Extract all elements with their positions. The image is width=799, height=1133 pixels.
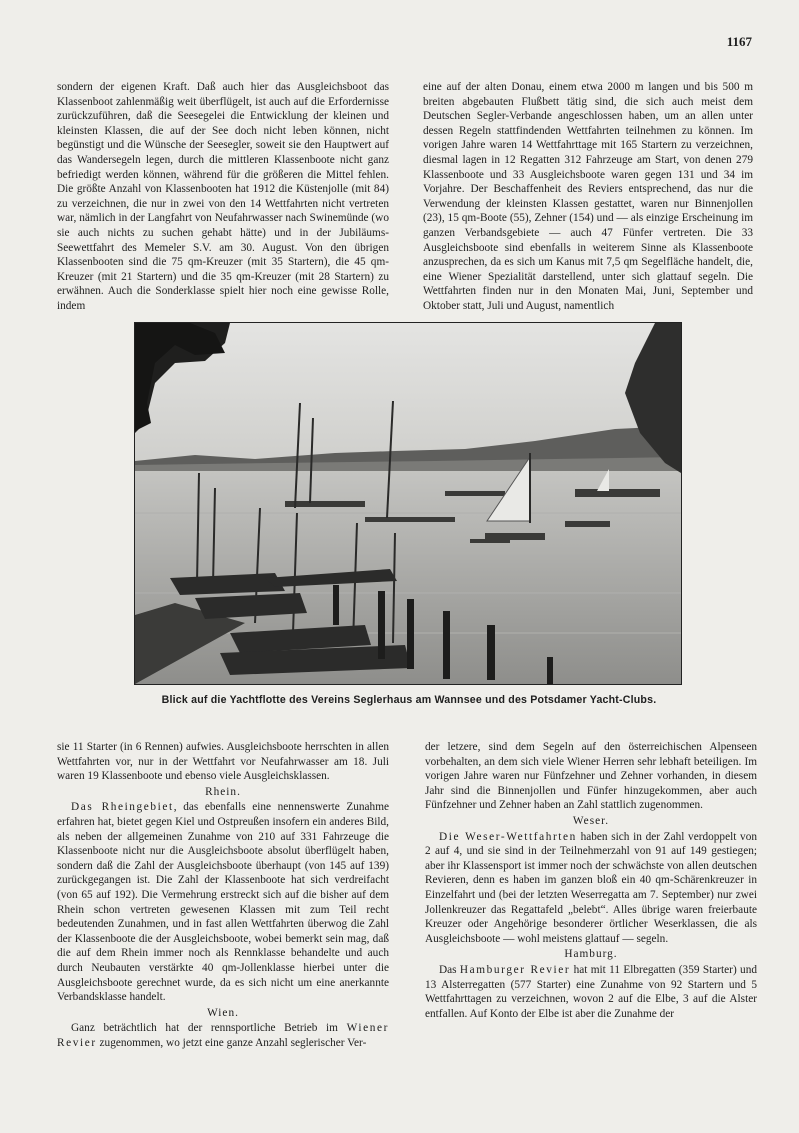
- paragraph: der letzere, sind dem Segeln auf den österreichischen Alpenseen vorbehalten, an dem sich viele Wiener Herren sehr lebhaft beteiligen. Im vorigen Jahre waren nur Fünfzehner und Zehner vorhanden, in diesem Jahr sind die Binnenjollen und Fünfer hinzugekommen, aber auch Fünfzehner und Zehner haben an Zahl stattlich zugenommen.: [425, 741, 757, 812]
- section-heading-rhein: Rhein.: [205, 785, 241, 798]
- text-column-top-right: [423, 80, 753, 314]
- lead-term: Hamburger Revier: [459, 963, 571, 976]
- paragraph: Das Hamburger Revier hat mit 11 Elbregatten (359 Starter) und 13 Alsterregatten (577 Starter) eine Zunahme von 92 Startern und 5 Wettfahrttagen zu verzeichnen, wovon 2 auf die Elbe, 3 auf die Alster entfallen. Auf Konto der Elbe ist aber die Zunahme der: [425, 963, 757, 1020]
- photo-caption: Blick auf die Yachtflotte des Vereins Seglerhaus am Wannsee und des Potsdamer Yacht-Clubs.: [161, 694, 657, 706]
- text-column-bottom-left: [57, 740, 389, 1050]
- lead-term: Das Rheingebiet: [71, 801, 174, 814]
- section-heading-wien: Wien.: [207, 1006, 239, 1019]
- text-column-top-left: [57, 80, 389, 314]
- text-column-bottom-right: [425, 740, 757, 1021]
- paragraph: Ganz beträchtlich hat der rennsportliche Betrieb im Wiener Revier zugenommen, wo jetzt eine ganze Anzahl seglerischer Ver-: [57, 1022, 389, 1049]
- yacht-fleet-photo: [134, 322, 682, 685]
- section-heading-hamburg: Hamburg.: [564, 948, 618, 961]
- paragraph: sondern der eigenen Kraft. Daß auch hier das Ausgleichsboot das Klassenboot zahlenmäßig weit überflügelt, ist auch auf die Erfordernisse zurückzuführen, daß die Seesegelei die Entwicklung der kleinen und kleinsten Klassen, die auf der See doch nicht leben können, nicht begünstigt und die Wünsche der Seesegler, soweit sie den Hauptwert auf das Wandersegeln legen, durch die mittleren Klassenboote nicht ganz befriedigt werden können, während für die größeren die Mittel fehlen. Die größte Anzahl von Klassenbooten hat 1912 die Küstenjolle (mit 84) zu verzeichnen, die nur in zwei von den 14 Wettfahrten nicht vertreten war, nämlich in der Langfahrt von Neufahrwasser nach Swinemünde (wo sie auch nichts zu suchen gehabt hätte) und in der Jubiläums-Seewettfahrt des Memeler S.V. am 30. August. Von den übrigen Klassenbooten sind die 75 qm-Kreuzer (mit 35 Startern), die 45 qm-Kreuzer (mit 21 Startern) und die 35 qm-Kreuzer (mit 28 Startern) zu erwähnen. Auch die Sonderklasse spielt hier noch eine gewisse Rolle, indem: [57, 81, 389, 312]
- paragraph: sie 11 Starter (in 6 Rennen) aufwies. Ausgleichsboote herrschten in allen Wettfahrten vor, nur in der Wettfahrt vor Neufahrwasser am 18. Juli waren 19 Klassenboote und ebenso viele Ausgleichsklassen.: [57, 741, 389, 783]
- section-heading-weser: Weser.: [572, 814, 610, 827]
- paragraph: Die Weser-Wettfahrten haben sich in der Zahl verdoppelt von 2 auf 4, und sie sind in der Teilnehmerzahl von 91 auf 149 gestiegen; aber ihr Klassensport ist immer noch der schwächste von allen deutschen Revieren, denn es haben im ganzen bloß ein 40 qm-Schärenkreuzer in Einzelfahrt und (bei der letzten Weserregatta am 7. September) nur zwei Jollenkreuzer das Regattafeld „belebt“. Alles übrige waren freierbaute Kreuzer oder Angehörige besonderer örtlicher Weserklassen, die als Ausgleichsboote — wohl meistens glattauf — segeln.: [425, 830, 757, 945]
- lead-term: Die Weser-Wettfahrten: [439, 830, 577, 843]
- paragraph: Das Rheingebiet, das ebenfalls eine nennenswerte Zunahme erfahren hat, bietet gegen Kiel und Ostpreußen insofern ein anderes Bild, als neben der allgemeinen Zunahme von 210 auf 331 Fahrzeuge die Klassenboote nicht nur die Ausgleichsboote absolut überflügelt haben, sondern daß die Zahl der Ausgleichsboote überhaupt (von 145 auf 139) zurückgegangen ist. Die Zahl der Klassenboote hat sich verdreifacht (von 65 auf 192). Die Vermehrung erstreckt sich auf die bisher auf dem Rhein schon vertreten gewesenen Klassen mit zum Teil recht bedeutenden Zunahmen, und in fast allen Wettfahrten überwog die Zahl der Klassenboote die der Ausgleichsboote, wobei bemerkt sein mag, daß die auf dem Rhein immer noch als Rennklasse behandelte und auch durch Neubauten verstärkte 40 qm-Jollenklasse hierbei unter die Ausgleichsboote gerechnet wurde, da es sich nicht um eine anerkannte Verbandsklasse handelt.: [57, 801, 389, 1004]
- paragraph: eine auf der alten Donau, einem etwa 2000 m langen und bis 500 m breiten abgebauten Flußbett tätig sind, die sich auch meist dem Deutschen Segler-Verbande angeschlossen haben, um an allen unter dessen Regeln stattfindenden Wettfahrten teilnehmen zu können. Im vorigen Jahre waren 14 Wettfahrttage mit 165 Startern zu verzeichnen, diesmal lagen in 12 Regatten 312 Fahrzeuge am Start, von denen 279 Klassenboote und 33 Ausgleichsboote waren gegen 131 und 34 im Vorjahre. Der Beschaffenheit des Reviers entsprechend, das nur die Verwendung der kleinsten Klassen gestattet, waren nur Binnenjollen (23), 15 qm-Boote (55), Zehner (154) und — als einzige Erscheinung im ganzen Verbandsgebiete — auch 47 Fünfer vertreten. Die 33 Ausgleichsboote sind ebenfalls in weiterem Sinne als Klassenboote anzusprechen, da es sich um Kanus mit 7,5 qm Segelfläche handelt, die, eine Wiener Spezialität darstellend, unter sich glattauf segeln. Die Wettfahrten finden nur in den Monaten Mai, Juni, September und Oktober statt, Juli und August, namentlich: [423, 81, 753, 312]
- lead-term: Wiener Revier: [57, 1022, 389, 1049]
- page-number: 1167: [726, 34, 752, 49]
